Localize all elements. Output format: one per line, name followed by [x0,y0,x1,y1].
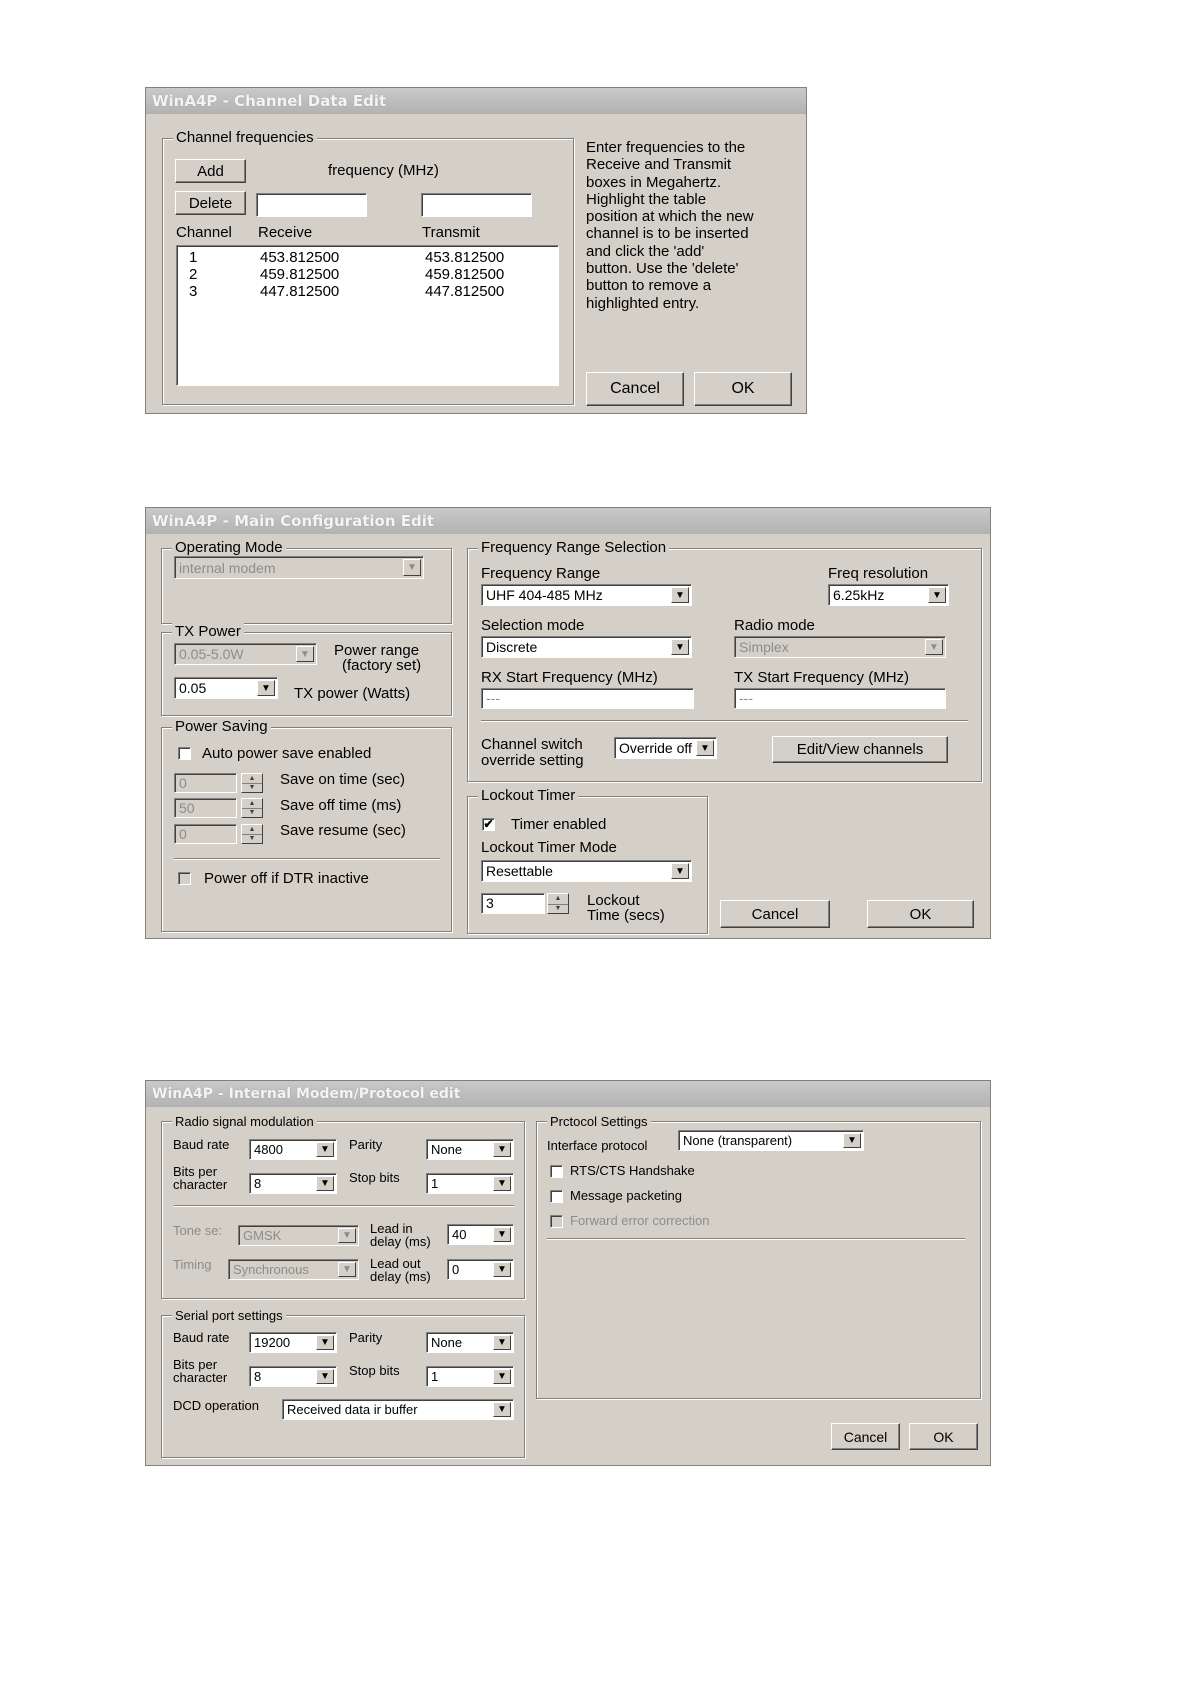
lockout-timer-mode-label: Lockout Timer Mode [481,839,617,856]
row-receive: 447.812500 [260,283,340,300]
radio-bits-per-character-label-2: character [173,1177,228,1192]
column-header-transmit: Transmit [422,224,480,241]
radio-baud-rate-select[interactable]: 4800 ▼ [249,1139,337,1160]
selection-mode-label: Selection mode [481,617,585,634]
freq-resolution-label: Freq resolution [828,565,929,582]
chevron-down-icon: ▼ [493,1262,511,1277]
group-label: Operating Mode [172,539,286,557]
frequency-range-select[interactable]: UHF 404-485 MHz ▼ [481,584,692,606]
channel-list[interactable] [176,245,559,386]
tone-set-label: Tone se: [173,1223,223,1238]
save-resume-label: Save resume (sec) [280,822,406,839]
save-off-time-label: Save off time (ms) [280,797,402,814]
dcd-operation-select[interactable]: Received data ir buffer ▼ [282,1399,514,1420]
chevron-down-icon: ▼ [493,1227,511,1242]
operating-mode-select: internal modem ▼ [174,556,424,579]
receive-frequency-input[interactable] [256,193,367,217]
row-receive: 453.812500 [260,249,340,266]
group-label: Channel frequencies [173,129,317,147]
serial-baud-rate-label: Baud rate [173,1330,230,1345]
save-resume-spinner: ▲ ▼ [241,824,263,844]
radio-baud-rate-label: Baud rate [173,1137,230,1152]
message-packeting-checkbox[interactable] [550,1190,563,1203]
serial-stop-bits-label: Stop bits [349,1363,400,1378]
chevron-down-icon: ▼ [338,1262,356,1277]
chevron-down-icon: ▼ [928,587,946,603]
rx-start-frequency-input[interactable]: --- [481,688,694,709]
group-label: Serial port settings [172,1307,286,1325]
serial-baud-rate-select[interactable]: 19200 ▼ [249,1332,337,1353]
chevron-down-icon: ▼ [671,863,689,879]
radio-mode-select: Simplex ▼ [734,636,946,658]
cancel-button[interactable]: Cancel [831,1423,900,1450]
lockout-time-label-2: Time (secs) [587,907,665,924]
internal-modem-protocol-edit-dialog [145,1080,991,1466]
chevron-down-icon: ▼ [493,1369,511,1384]
table-row[interactable] [177,267,558,283]
interface-protocol-select[interactable]: None (transparent) ▼ [678,1130,864,1151]
divider [547,1238,965,1240]
table-row[interactable] [177,250,558,266]
column-header-channel: Channel [176,224,232,241]
chevron-down-icon: ▼ [257,680,275,696]
chevron-down-icon: ▼ [296,646,314,662]
dialog-title: WinA4P - Channel Data Edit [146,88,806,114]
timing-label: Timing [173,1257,212,1272]
chevron-down-icon: ▼ [493,1402,511,1417]
interface-protocol-label: Interface protocol [547,1138,648,1153]
help-text: Enter frequencies to the Receive and Transmit boxes in Megahertz. Highlight the table position at which the new channel is to be inserted and click the 'add' button. Use the 'delete' button to remove a highlighted entry. [586,139,754,312]
serial-stop-bits-select[interactable]: 1 ▼ [426,1366,514,1387]
auto-power-save-label: Auto power save enabled [202,745,372,762]
timing-select: Synchronous ▼ [228,1259,359,1280]
selection-mode-select[interactable]: Discrete ▼ [481,636,692,658]
edit-view-channels-button[interactable]: Edit/View channels [772,736,948,763]
radio-stop-bits-select[interactable]: 1 ▼ [426,1173,514,1194]
dialog-title: WinA4P - Main Configuration Edit [146,508,990,534]
power-range-select: 0.05-5.0W ▼ [174,643,317,665]
rx-start-frequency-label: RX Start Frequency (MHz) [481,669,658,686]
chevron-down-icon: ▼ [403,559,421,576]
divider [481,720,968,722]
power-off-dtr-label: Power off if DTR inactive [204,870,369,887]
main-configuration-edit-dialog [145,507,991,939]
divider [174,858,440,860]
message-packeting-label: Message packeting [570,1188,683,1203]
chevron-down-icon: ▼ [696,740,714,756]
lead-in-delay-label-2: delay (ms) [370,1234,431,1249]
chevron-down-icon: ▼ [493,1335,511,1350]
group-label: TX Power [172,623,244,641]
serial-parity-select[interactable]: None ▼ [426,1332,514,1353]
row-transmit: 447.812500 [425,283,505,300]
cancel-button[interactable]: Cancel [586,372,684,406]
chevron-down-icon: ▼ [843,1133,861,1148]
frequency-range-label: Frequency Range [481,565,601,582]
lockout-time-spinner[interactable]: ▲ ▼ [547,893,569,914]
row-channel: 1 [189,249,198,266]
row-channel: 3 [189,283,198,300]
cancel-button[interactable]: Cancel [720,900,830,928]
chevron-down-icon: ▼ [338,1228,356,1243]
power-range-label: Power range [334,642,420,659]
save-off-time-input: 50 [174,798,237,818]
auto-power-save-checkbox[interactable] [178,747,191,760]
ok-button[interactable]: OK [909,1423,978,1450]
tx-power-select[interactable]: 0.05 ▼ [174,677,278,699]
radio-parity-select[interactable]: None ▼ [426,1139,514,1160]
rts-cts-handshake-label: RTS/CTS Handshake [570,1163,695,1178]
delete-button[interactable]: Delete [175,191,246,215]
serial-parity-label: Parity [349,1330,383,1345]
serial-bits-per-character-label-2: character [173,1370,228,1385]
save-on-time-label: Save on time (sec) [280,771,406,788]
chevron-down-icon: ▼ [316,1142,334,1157]
row-transmit: 453.812500 [425,249,505,266]
save-on-time-spinner: ▲ ▼ [241,773,263,793]
row-channel: 2 [189,266,198,283]
timer-enabled-label: Timer enabled [511,816,607,833]
chevron-down-icon: ▼ [671,639,689,655]
radio-mode-label: Radio mode [734,617,815,634]
serial-bits-per-character-select[interactable]: 8 ▼ [249,1366,337,1387]
forward-error-correction-checkbox [550,1215,563,1228]
radio-bits-per-character-label: Bits per [173,1164,218,1179]
group-label: Frequency Range Selection [478,539,669,557]
transmit-frequency-input[interactable] [421,193,532,217]
save-on-time-input: 0 [174,773,237,793]
chevron-down-icon: ▼ [925,639,943,655]
group-label: Lockout Timer [478,787,578,805]
ok-button[interactable]: OK [867,900,974,928]
radio-bits-per-character-select[interactable]: 8 ▼ [249,1173,337,1194]
lead-in-delay-label: Lead in [370,1221,413,1236]
add-button[interactable]: Add [175,159,246,183]
freq-resolution-select[interactable]: 6.25kHz ▼ [828,584,949,606]
radio-stop-bits-label: Stop bits [349,1170,400,1185]
group-label: Radio signal modulation [172,1113,317,1131]
frequency-label: frequency (MHz) [328,162,439,179]
group-label: Power Saving [172,718,271,736]
tx-power-label: TX power (Watts) [294,685,411,702]
lead-out-delay-label: Lead out [370,1256,421,1271]
chevron-down-icon: ▼ [493,1176,511,1191]
chevron-down-icon: ▼ [316,1369,334,1384]
dialog-title: WinA4P - Internal Modem/Protocol edit [146,1081,990,1107]
group-label: Prctocol Settings [547,1113,651,1131]
lead-in-delay-select[interactable]: 40 ▼ [447,1224,514,1245]
chevron-down-icon: ▼ [493,1142,511,1157]
table-row[interactable] [177,284,558,300]
timer-enabled-checkbox[interactable]: ✔ [483,817,494,831]
row-transmit: 459.812500 [425,266,505,283]
power-off-dtr-checkbox[interactable] [178,872,191,885]
channel-switch-label: Channel switch [481,736,583,753]
radio-parity-label: Parity [349,1137,383,1152]
channel-switch-label-2: override setting [481,752,584,769]
ok-button[interactable]: OK [694,372,792,406]
save-off-time-spinner: ▲ ▼ [241,798,263,818]
lockout-time-label: Lockout [587,892,640,909]
lead-out-delay-label-2: delay (ms) [370,1269,431,1284]
chevron-down-icon: ▼ [671,587,689,603]
dcd-operation-label: DCD operation [173,1398,259,1413]
lead-out-delay-select[interactable]: 0 ▼ [447,1259,514,1280]
chevron-down-icon: ▼ [316,1335,334,1350]
channel-switch-override-select[interactable]: Override off ▼ [614,737,717,759]
rts-cts-handshake-checkbox[interactable] [550,1165,563,1178]
lockout-time-input[interactable]: 3 [481,893,545,914]
tx-start-frequency-input[interactable]: --- [734,688,946,709]
save-resume-input: 0 [174,824,237,844]
tx-start-frequency-label: TX Start Frequency (MHz) [734,669,910,686]
power-range-label-2: (factory set) [342,657,422,674]
forward-error-correction-label: Forward error correction [570,1213,710,1228]
channel-data-edit-dialog [145,87,807,414]
divider [174,1205,514,1207]
serial-bits-per-character-label: Bits per [173,1357,218,1372]
chevron-down-icon: ▼ [316,1176,334,1191]
lockout-timer-mode-select[interactable]: Resettable ▼ [481,860,692,882]
column-header-receive: Receive [258,224,313,241]
row-receive: 459.812500 [260,266,340,283]
tone-set-select: GMSK ▼ [238,1225,359,1246]
